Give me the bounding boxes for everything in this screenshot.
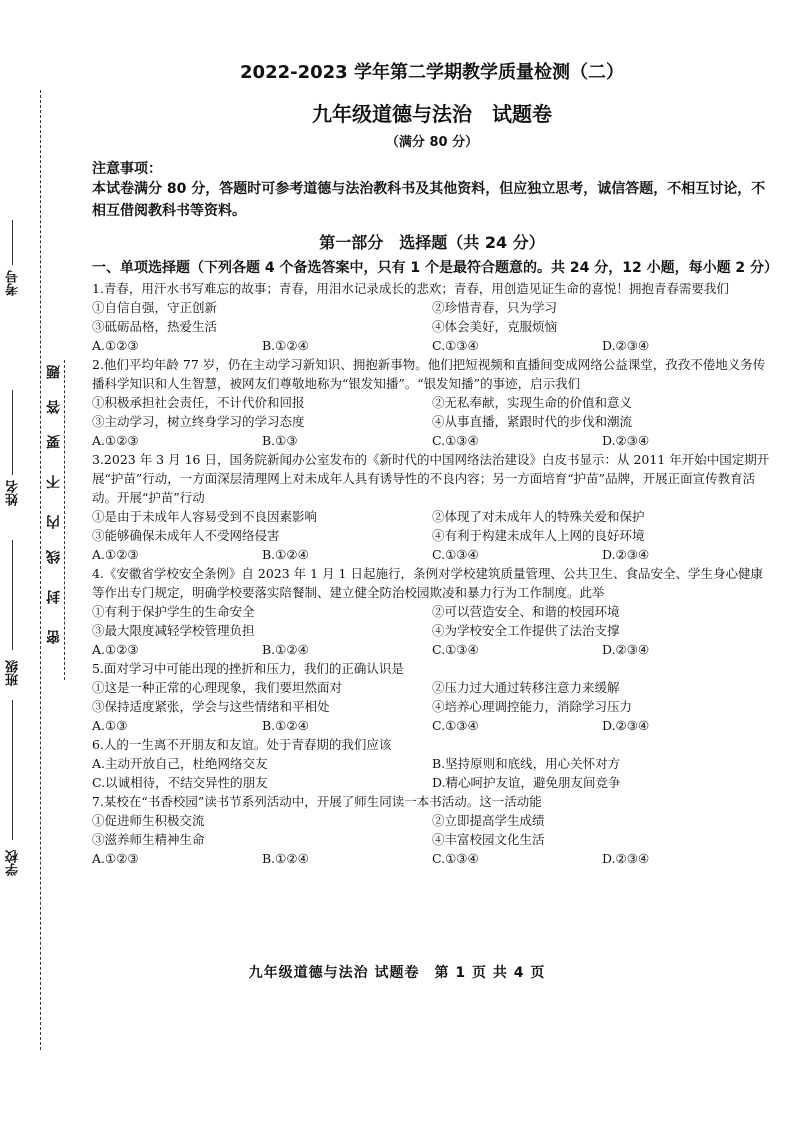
seal-char-8: 密	[46, 630, 62, 644]
seal-char-2: 答	[46, 400, 62, 414]
statement-item: ②压力过大通过转移注意力来缓解	[432, 680, 620, 695]
statement-item: ②无私奉献，实现生命的价值和意义	[432, 395, 633, 410]
question-stem: 2.他们平均年龄 77 岁，仍在主动学习新知识、拥抱新事物。他们把短视频和直播间变成网络公益课堂，孜孜不倦地义务传播科学知识和人生智慧，被网友们尊敬地称为“银发知播”。“银发知播”的事迹，启示我们	[92, 357, 766, 391]
question-7	[92, 792, 772, 868]
question-stem: 6.人的一生离不开朋友和友谊。处于青春期的我们应该	[92, 737, 392, 752]
answer-choice[interactable]: A.①②③	[92, 851, 139, 866]
answer-choice[interactable]: D.②③④	[602, 433, 650, 448]
statement-item: ①有利于保护学生的生命安全	[92, 604, 255, 619]
statement-item: ①积极承担社会责任，不计代价和回报	[92, 395, 305, 410]
question-6	[92, 735, 772, 792]
page-footer: 九年级道德与法治 试题卷 第 1 页 共 4 页	[248, 965, 546, 981]
statement-item: ④培养心理调控能力，消除学习压力	[432, 699, 633, 714]
statement-list	[92, 811, 772, 849]
question-3	[92, 450, 772, 564]
answer-choice[interactable]: D.②③④	[602, 851, 650, 866]
statement-item: ④为学校安全工作提供了法治支撑	[432, 623, 620, 638]
choice-row	[92, 431, 772, 450]
seal-char-5: 内	[46, 515, 62, 529]
answer-choice[interactable]: D.②③④	[602, 547, 650, 562]
statement-list	[92, 602, 772, 640]
answer-choice[interactable]: C.①③④	[432, 547, 479, 562]
statement-list	[92, 754, 772, 792]
answer-choice[interactable]: B.①②④	[262, 642, 309, 657]
choice-row	[92, 849, 772, 868]
statement-item: ③保持适度紧张，学会与这些情绪和平相处	[92, 699, 330, 714]
answer-choice[interactable]: D.②③④	[602, 338, 650, 353]
answer-choice[interactable]: C.①③④	[432, 718, 479, 733]
statement-item: ③砥砺品格，热爱生活	[92, 319, 218, 334]
choice-row	[92, 716, 772, 735]
answer-choice[interactable]: C.①③④	[432, 642, 479, 657]
statement-list	[92, 507, 772, 545]
exam-title: 2022-2023 学年第二学期教学质量检测（二）	[240, 62, 624, 83]
binding-margin	[0, 60, 72, 1070]
question-2	[92, 355, 772, 450]
statement-item: ③主动学习，树立终身学习的学习态度	[92, 414, 305, 429]
question-4	[92, 564, 772, 659]
choice-row	[92, 640, 772, 659]
question-stem: 5.面对学习中可能出现的挫折和压力，我们的正确认识是	[92, 661, 404, 676]
answer-choice[interactable]: B.①③	[262, 433, 298, 448]
question-stem: 3.2023 年 3 月 16 日，国务院新闻办公室发布的《新时代的中国网络法治建设》白皮书显示：从 2011 年开始中国定期开展“护苗”行动，一方面深层清理网上对未成年人具有诱导性的不良内容；另一方面培育“护苗”品牌，开展正面宣传教育活动。开展“护苗”行动	[92, 452, 770, 505]
notice-body: 本试卷满分 80 分，答题时可参考道德与法治教科书及其他资料，但应独立思考，诚信答题，不相互讨论，不相互借阅教科书等资料。	[92, 181, 766, 219]
school-blank[interactable]	[12, 700, 13, 840]
answer-choice[interactable]: A.①②③	[92, 433, 139, 448]
answer-choice[interactable]: C.①③④	[432, 851, 479, 866]
answer-choice[interactable]: B.①②④	[262, 718, 309, 733]
statement-list	[92, 298, 772, 336]
answer-choice[interactable]: B.①②④	[262, 851, 309, 866]
answer-choice[interactable]: D.②③④	[602, 718, 650, 733]
exam-no-label: 考号	[6, 270, 21, 296]
statement-item: ④体会美好，克服烦恼	[432, 319, 558, 334]
statement-list	[92, 678, 772, 716]
answer-choice[interactable]: B.①②④	[262, 547, 309, 562]
seal-line	[64, 360, 65, 680]
question-list	[92, 279, 772, 868]
seal-char-3: 要	[46, 435, 62, 449]
statement-item: ①这是一种正常的心理现象，我们要坦然面对	[92, 680, 343, 695]
statement-item: ④有利于构建未成年人上网的良好环境	[432, 528, 645, 543]
question-stem: 1.青春，用汗水书写难忘的故事；青春，用泪水记录成长的悲欢；青春，用创造见证生命的喜悦！拥抱青春需要我们	[92, 281, 729, 296]
answer-choice[interactable]: C.以诚相待，不结交异性的朋友	[92, 775, 268, 790]
part-title: 第一部分 选择题（共 24 分）	[319, 233, 545, 252]
name-label: 姓名	[6, 480, 21, 506]
answer-choice[interactable]: C.①③④	[432, 338, 479, 353]
statement-item: ②可以营造安全、和谐的校园环境	[432, 604, 620, 619]
statement-item: ①促进师生积极交流	[92, 813, 205, 828]
answer-choice[interactable]: A.①②③	[92, 338, 139, 353]
question-stem: 4.《安徽省学校安全条例》自 2023 年 1 月 1 日起施行，条例对学校建筑质量管理、公共卫生、食品安全、学生身心健康等作出专门规定，明确学校要落实陪餐制、建立健全防治校园欺凌和暴力行为工作制度。此举	[92, 566, 763, 600]
name-blank[interactable]	[12, 390, 13, 475]
question-5	[92, 659, 772, 735]
exam-no-blank[interactable]	[12, 220, 13, 265]
statement-list	[92, 393, 772, 431]
fold-line	[40, 90, 41, 1050]
answer-choice[interactable]: C.①③④	[432, 433, 479, 448]
question-1	[92, 279, 772, 355]
exam-subtitle: 九年级道德与法治 试题卷	[312, 102, 552, 126]
answer-choice[interactable]: D.精心呵护友谊，避免朋友间竞争	[432, 775, 621, 790]
statement-item: ④丰富校园文化生活	[432, 832, 545, 847]
notice-heading: 注意事项：	[92, 161, 162, 177]
exam-content	[92, 58, 779, 868]
statement-item: ③能够确保未成年人不受网络侵害	[92, 528, 280, 543]
statement-item: ①是由于未成年人容易受到不良因素影响	[92, 509, 318, 524]
answer-choice[interactable]: B.①②④	[262, 338, 309, 353]
school-label: 学校	[6, 850, 21, 876]
class-label: 班级	[6, 660, 21, 686]
statement-item: ③滋养师生精神生命	[92, 832, 205, 847]
seal-char-4: 不	[46, 475, 62, 489]
statement-item: ②珍惜青春，只为学习	[432, 300, 558, 315]
statement-item: ②体现了对未成年人的特殊关爱和保护	[432, 509, 645, 524]
class-blank[interactable]	[12, 540, 13, 650]
statement-item: ③最大限度减轻学校管理负担	[92, 623, 255, 638]
seal-char-6: 线	[46, 550, 62, 564]
seal-char-1: 题	[46, 365, 62, 379]
full-score: （满分 80 分）	[385, 135, 479, 150]
statement-item: ④从事直播，紧跟时代的步伐和潮流	[432, 414, 633, 429]
answer-choice[interactable]: A.①②③	[92, 642, 139, 657]
question-stem: 7.某校在“书香校园”读书节系列活动中，开展了师生同读一本书活动。这一活动能	[92, 794, 542, 809]
answer-choice[interactable]: B.坚持原则和底线，用心关怀对方	[432, 756, 621, 771]
answer-choice[interactable]: A.①③	[92, 718, 128, 733]
statement-item: ②立即提高学生成绩	[432, 813, 545, 828]
statement-item: ①自信自强，守正创新	[92, 300, 218, 315]
choice-row	[92, 336, 772, 355]
answer-choice[interactable]: A.①②③	[92, 547, 139, 562]
answer-choice[interactable]: A.主动开放自己，杜绝网络交友	[92, 756, 268, 771]
seal-char-7: 封	[46, 590, 62, 604]
answer-choice[interactable]: D.②③④	[602, 642, 650, 657]
section-title: 一、单项选择题（下列各题 4 个备选答案中，只有 1 个是最符合题意的。共 24 分，12 小题，每小题 2 分）	[92, 260, 779, 276]
choice-row	[92, 545, 772, 564]
